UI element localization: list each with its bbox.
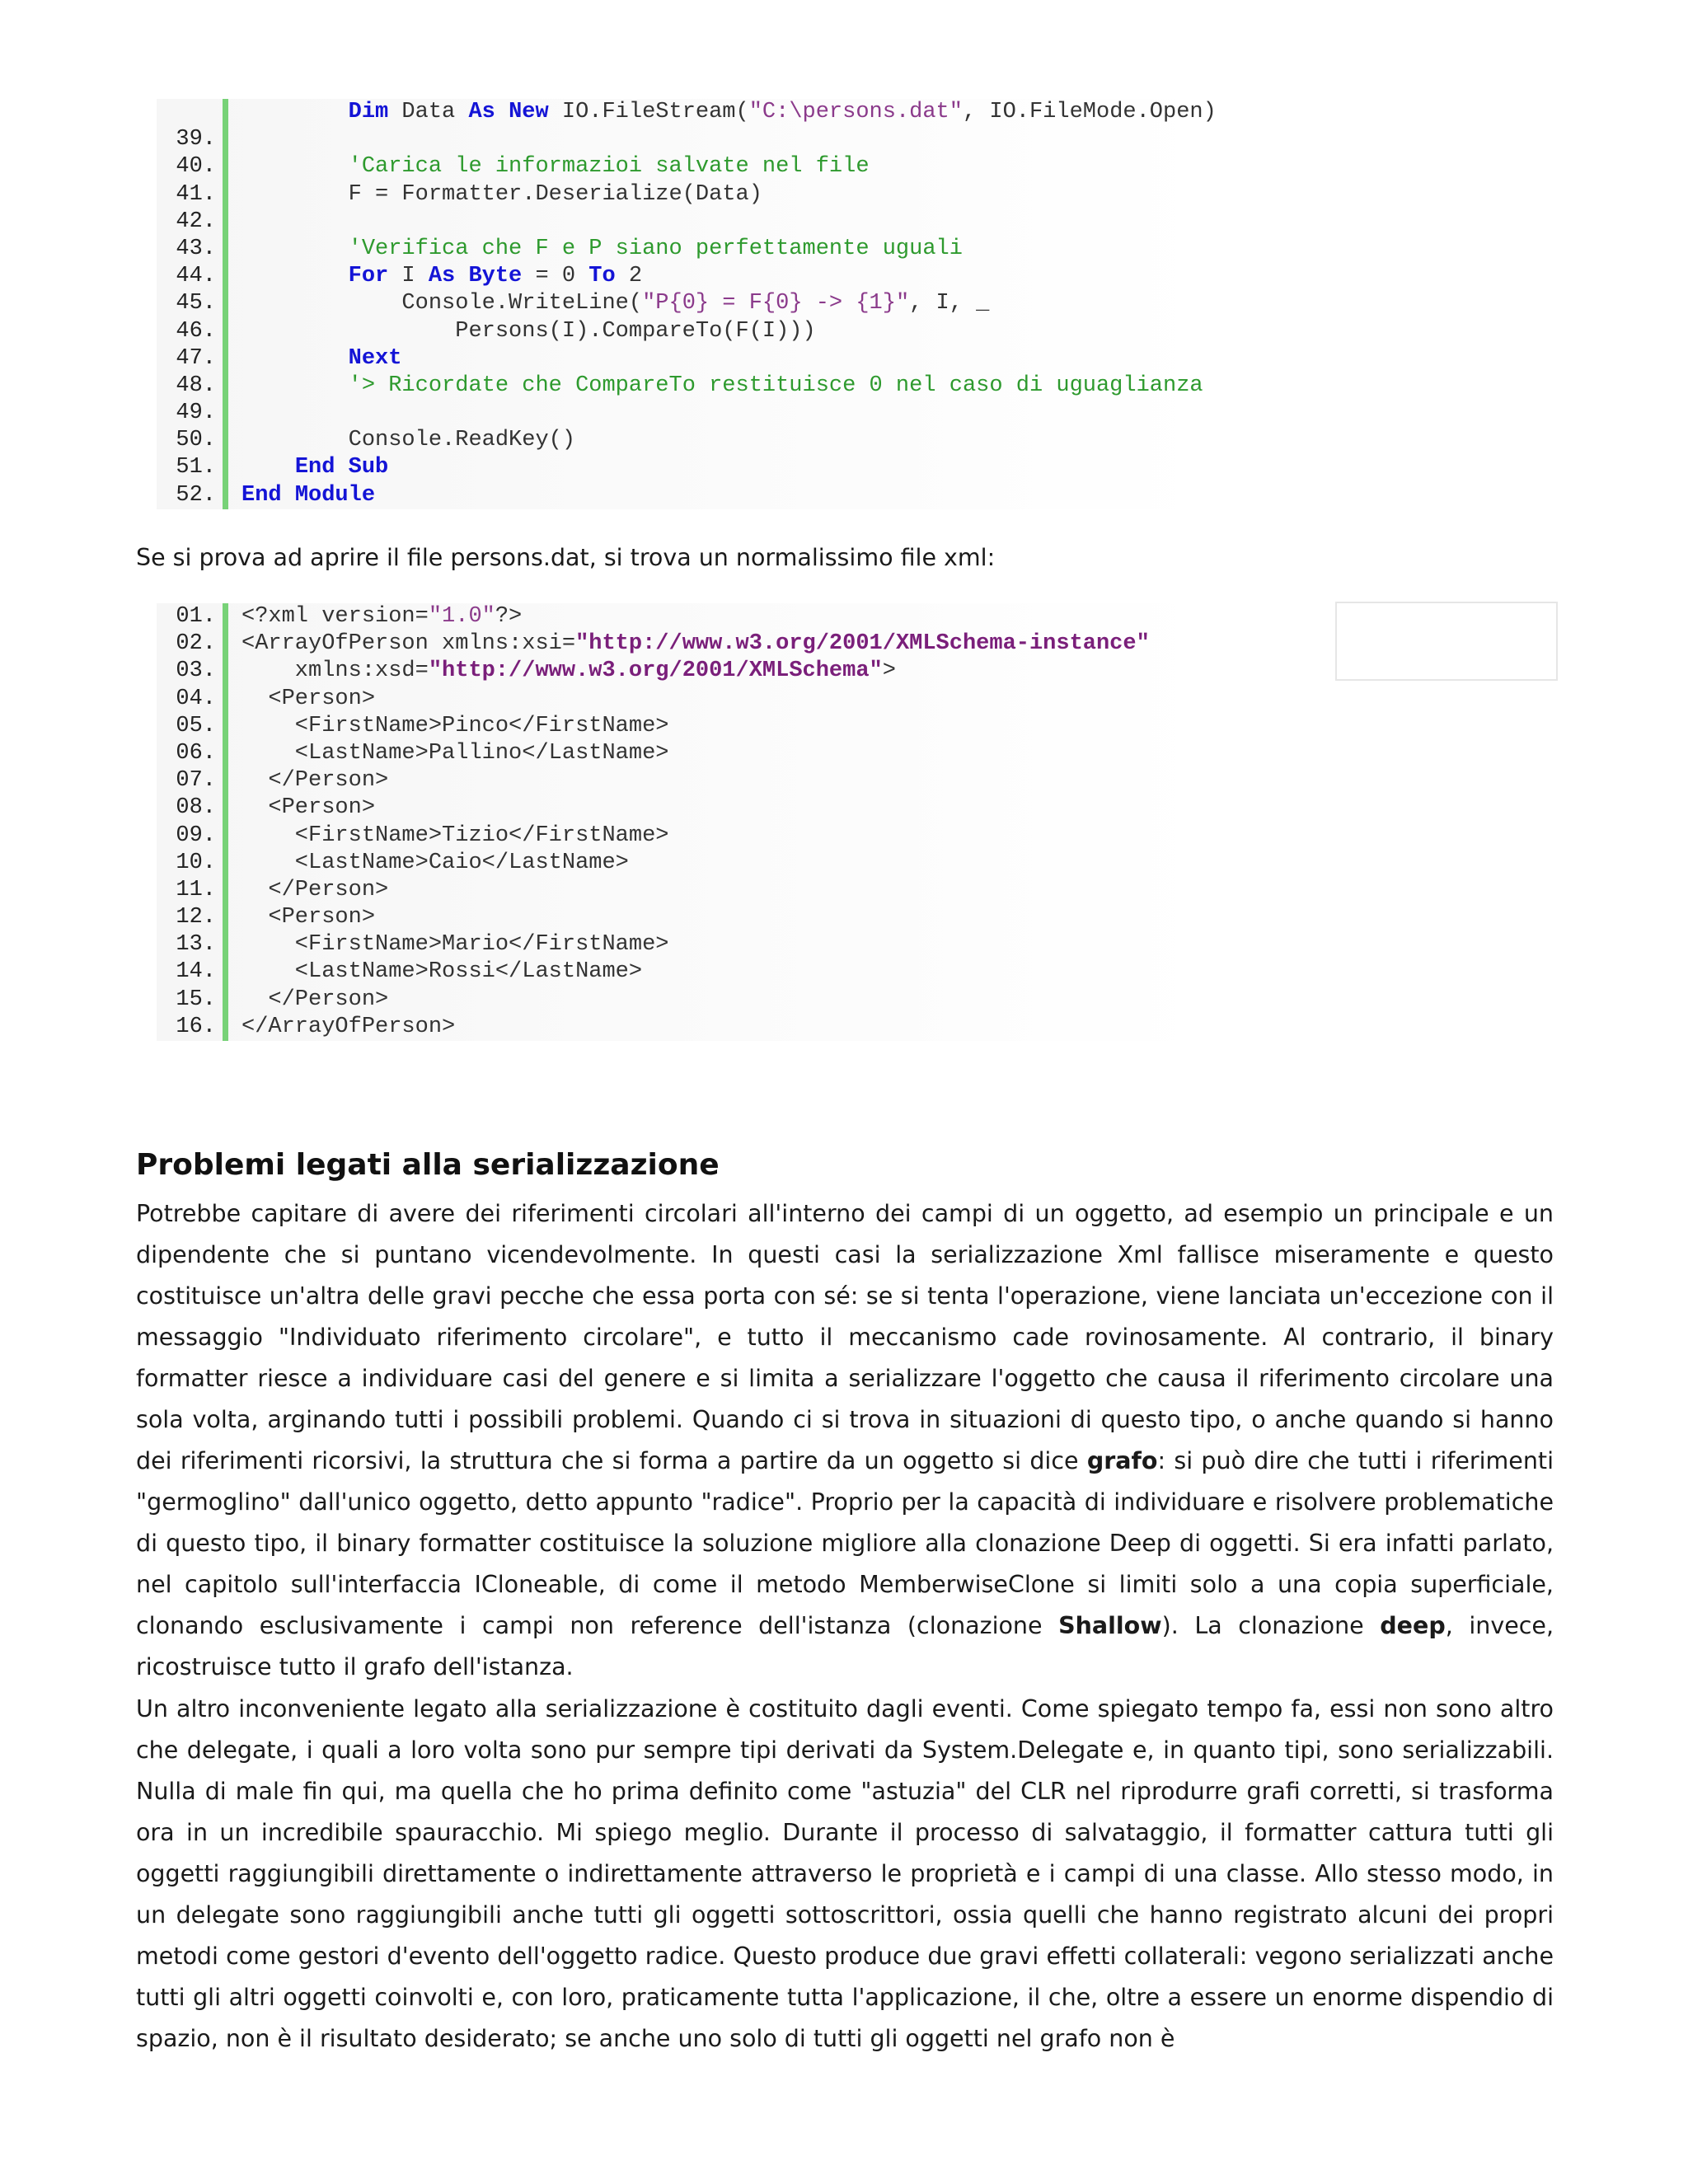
code-line (157, 740, 1393, 767)
gutter-bar (223, 181, 228, 209)
line-number: 41. (176, 181, 216, 207)
code-token-kw: As (428, 264, 456, 289)
code-line (157, 823, 1393, 850)
intro-paragraph: Se si prova ad aprire il file persons.dat, si trova un normalissimo file xml: (136, 544, 996, 571)
code-line (157, 400, 1393, 427)
line-number: 43. (176, 236, 216, 261)
code-token: </Person> (241, 987, 389, 1012)
gutter-bar (223, 686, 228, 713)
code-token: 2 (615, 264, 643, 289)
code-token (455, 264, 468, 288)
gutter-bar (223, 318, 228, 345)
gutter-bar (223, 373, 228, 400)
gutter-bar (223, 236, 228, 263)
code-token-kw: Next (348, 345, 402, 371)
code-line (157, 987, 1393, 1014)
code-block-vb (157, 99, 1393, 509)
code-text (241, 987, 388, 1014)
code-token (495, 100, 509, 124)
line-number: 11. (176, 877, 216, 902)
code-line (157, 209, 1393, 236)
code-token: <LastName>Rossi</LastName> (241, 959, 643, 985)
code-token-kw: For (348, 264, 389, 289)
code-block-xml (157, 603, 1393, 1041)
gutter-bar (223, 263, 228, 290)
code-token-xsb: "http://www.w3.org/2001/XMLSchema" (428, 658, 883, 684)
code-token-kw: New (509, 100, 549, 124)
code-line (157, 658, 1393, 685)
line-number: 08. (176, 795, 216, 821)
code-token-kw: To (588, 264, 616, 289)
code-line (157, 877, 1393, 904)
code-text (241, 236, 963, 263)
line-number: 52. (176, 482, 216, 508)
line-number: 12. (176, 905, 216, 930)
code-text (241, 263, 642, 290)
gutter-bar (223, 740, 228, 767)
code-token-cm: '> Ricordate che CompareTo restituisce 0 nel caso di uguaglianza (348, 373, 1203, 398)
code-line (157, 603, 1393, 630)
code-line (157, 630, 1393, 658)
line-number: 02. (176, 631, 216, 657)
code-token: <FirstName>Pinco</FirstName> (241, 713, 669, 738)
code-token (241, 237, 349, 261)
gutter-bar (223, 713, 228, 740)
gutter-bar (223, 345, 228, 373)
bold-term: grafo (1086, 1447, 1158, 1474)
code-text (241, 931, 668, 958)
code-token: </Person> (241, 877, 389, 902)
line-number: 05. (176, 713, 216, 738)
line-number: 07. (176, 768, 216, 794)
line-number: 13. (176, 932, 216, 958)
code-token: Console.WriteLine( (241, 291, 643, 316)
code-line (157, 263, 1393, 290)
line-number: 51. (176, 455, 216, 480)
gutter-bar (223, 658, 228, 685)
code-token: <FirstName>Tizio</FirstName> (241, 823, 669, 848)
code-line (157, 454, 1393, 481)
line-number: 40. (176, 154, 216, 180)
paragraph-circular-references (136, 1193, 1554, 1688)
code-token-xs: "1.0" (428, 604, 495, 629)
code-token: </Person> (241, 768, 389, 794)
code-text (241, 630, 1150, 658)
code-token: Console.ReadKey() (241, 428, 576, 453)
code-token: <LastName>Caio</LastName> (241, 850, 629, 875)
line-number: 49. (176, 401, 216, 426)
code-token-str: "P{0} = F{0} -> {1}" (642, 291, 910, 316)
code-token-kw: End (241, 482, 282, 508)
gutter-bar (223, 877, 228, 904)
line-number: 06. (176, 740, 216, 766)
code-token (335, 455, 348, 480)
gutter-bar (223, 603, 228, 630)
code-text (241, 318, 816, 345)
gutter-bar (223, 427, 228, 454)
line-number: 48. (176, 373, 216, 398)
gutter-bar (223, 794, 228, 822)
code-text (241, 904, 375, 931)
code-token-cm: 'Carica le informazioi salvate nel file (348, 154, 870, 180)
code-line (157, 1014, 1393, 1041)
code-text (241, 958, 642, 986)
code-token: </ArrayOfPerson> (241, 1014, 456, 1039)
gutter-bar (223, 823, 228, 850)
gutter-bar (223, 1014, 228, 1041)
line-number: 42. (176, 209, 216, 234)
code-token (282, 483, 295, 508)
code-line (157, 345, 1393, 373)
code-token: <?xml version= (241, 604, 429, 629)
code-token: <Person> (241, 905, 376, 930)
code-line (157, 931, 1393, 958)
code-token: <Person> (241, 686, 376, 711)
code-token: = 0 (522, 264, 589, 289)
code-token-kw: Byte (468, 264, 523, 289)
gutter-bar (223, 904, 228, 931)
code-token (241, 100, 349, 124)
gutter-bar (223, 400, 228, 427)
line-number: 16. (176, 1014, 216, 1039)
gutter-bar (223, 850, 228, 877)
code-token (241, 264, 349, 288)
code-line (157, 850, 1393, 877)
code-line (157, 373, 1393, 400)
code-token-xsb: "http://www.w3.org/2001/XMLSchema-instance" (575, 631, 1150, 657)
code-token: , I, _ (909, 291, 990, 316)
code-text (241, 850, 629, 877)
bold-term: deep (1380, 1612, 1446, 1639)
bold-term: Shallow (1058, 1612, 1162, 1639)
gutter-bar (223, 99, 228, 126)
code-text (241, 713, 668, 740)
line-number: 44. (176, 264, 216, 289)
code-token: <FirstName>Mario</FirstName> (241, 932, 669, 958)
gutter-bar (223, 987, 228, 1014)
gutter-bar (223, 290, 228, 317)
code-line (157, 904, 1393, 931)
code-token-str: "C:\persons.dat" (748, 100, 963, 124)
line-number: 15. (176, 987, 216, 1012)
code-line (157, 290, 1393, 317)
line-number: 10. (176, 850, 216, 875)
code-text (241, 290, 989, 317)
code-text (241, 181, 762, 209)
code-line (157, 236, 1393, 263)
code-token: I (388, 264, 429, 289)
gutter-bar (223, 767, 228, 794)
code-text (241, 603, 522, 630)
line-number: 01. (176, 604, 216, 629)
code-token: <Person> (241, 795, 376, 821)
code-token-cm: 'Verifica che F e P siano perfettamente uguali (348, 236, 963, 261)
code-token: <LastName>Pallino</LastName> (241, 740, 669, 766)
code-token: F = Formatter.Deserialize(Data) (241, 181, 762, 207)
code-text (241, 99, 1217, 126)
code-token: Data (388, 100, 469, 124)
paragraph-events: Un altro inconveniente legato alla serializzazione è costituito dagli eventi. Come spiegato tempo fa, essi non sono altro che delegate, i quali a loro volta sono pur sempre tipi derivati da System.Delegate e, in quanto tipi, sono serializzabili. Nulla di male fin qui, ma quella che ho prima definito come "astuzia" del CLR nel riprodurre grafi corretti, si trasforma ora in un incredibile spauracchio. Mi spiego meglio. Durante il processo di salvataggio, il formatter cattura tutti gli oggetti raggiungibili direttamente o indirettamente attraverso le proprietà e i campi di una classe. Allo stesso modo, in un delegate sono raggiungibili anche tutti gli oggetti sottoscrittori, ossia quelli che hanno registrato alcuni dei propri metodi come gestori d'evento dell'oggetto radice. Questo produce due gravi effetti collaterali: vegono serializzati anche tutti gli altri oggetti coinvolti e, con loro, praticamente tutta l'applicazione, il che, oltre a essere un enorme dispendio di spazio, non è il risultato desiderato; se anche uno solo di tutti gli oggetti nel grafo non è (136, 1695, 1554, 2052)
code-line (157, 126, 1393, 153)
gutter-bar (223, 630, 228, 658)
line-number (157, 99, 223, 126)
code-text (241, 427, 575, 454)
code-token: <ArrayOfPerson xmlns:xsi= (241, 631, 576, 657)
code-token: IO.FileStream( (548, 100, 749, 124)
gutter-bar (223, 153, 228, 180)
code-line (157, 427, 1393, 454)
code-token-kw: End (294, 455, 335, 480)
gutter-bar (223, 126, 228, 153)
code-text (241, 658, 896, 685)
line-number: 47. (176, 345, 216, 371)
text-run: Potrebbe capitare di avere dei riferimenti circolari all'interno dei campi di un oggetto, ad esempio un principale e un dipendente che si puntano vicendevolmente. In questi casi la serializzazione Xml fallisce miseramente e questo costituisce un'altra delle gravi pecche che essa porta con sé: se si tenta l'operazione, viene lanciata un'eccezione con il messaggio "Individuato riferimento circolare", e tutto il meccanismo cade rovinosamente. Al contrario, il binary formatter riesce a individuare casi del genere e si limita a serializzare l'oggetto che causa il riferimento circolare una sola volta, arginando tutti i possibili problemi. Quando ci si trova in situazioni di questo tipo, o anche quando si hanno dei riferimenti ricorsivi, la struttura che si forma a partire da un oggetto si dice (136, 1200, 1554, 1474)
code-token-kw: Sub (348, 455, 389, 480)
code-token-kw: As (468, 100, 495, 124)
code-line (157, 767, 1393, 794)
line-number: 39. (176, 127, 216, 152)
gutter-bar (223, 958, 228, 986)
line-number: 14. (176, 959, 216, 985)
gutter-bar (223, 482, 228, 509)
code-token: ?> (495, 604, 523, 629)
gutter-bar (223, 931, 228, 958)
code-text (241, 1014, 455, 1041)
code-text (241, 373, 1203, 400)
gutter-bar (223, 454, 228, 481)
code-text (241, 740, 668, 767)
line-number: 04. (176, 686, 216, 711)
text-run: : si può dire che tutti i riferimenti "germoglino" dall'unico oggetto, detto appunto "radice". Proprio per la capacità di individuare e risolvere problematiche di questo tipo, il binary formatter costituisce la soluzione migliore alla clonazione Deep di oggetti. Si era infatti parlato, nel capitolo sull'interfaccia ICloneable, di come il metodo MemberwiseClone si limiti solo a una copia superficiale, clonando esclusivamente i campi non reference dell'istanza (clonazione (136, 1447, 1554, 1639)
code-token-kw: Module (294, 482, 376, 508)
code-text (241, 454, 388, 481)
code-line (157, 318, 1393, 345)
code-line (157, 713, 1393, 740)
line-number: 46. (176, 318, 216, 344)
code-text (241, 794, 375, 822)
code-line (157, 794, 1393, 822)
gutter-bar (223, 209, 228, 236)
code-token (241, 455, 295, 480)
code-token (241, 346, 349, 371)
side-box (1335, 602, 1558, 681)
line-number: 03. (176, 658, 216, 684)
line-number: 50. (176, 428, 216, 453)
code-text (241, 345, 401, 373)
code-text (241, 686, 375, 713)
code-token (241, 154, 349, 179)
code-token (241, 373, 349, 398)
code-token: , IO.FileMode.Open) (962, 100, 1217, 124)
code-text (241, 153, 870, 180)
code-token: xmlns:xsd= (241, 658, 429, 684)
code-token-kw: Dim (348, 100, 389, 124)
code-text (241, 767, 388, 794)
code-line (157, 958, 1393, 986)
code-token: Persons(I).CompareTo(F(I))) (241, 318, 816, 344)
code-line (157, 153, 1393, 180)
code-text (241, 823, 668, 850)
code-token: > (882, 658, 896, 684)
section-heading: Problemi legati alla serializzazione (136, 1148, 720, 1182)
code-text (241, 877, 388, 904)
line-number: 45. (176, 291, 216, 316)
code-line (157, 181, 1393, 209)
text-run: , invece, ricostruisce tutto il grafo dell'istanza. (136, 1612, 1554, 1680)
text-run: ). La clonazione (1161, 1612, 1381, 1639)
code-line (157, 686, 1393, 713)
code-line (157, 482, 1393, 509)
code-line (157, 99, 1393, 126)
code-text (241, 482, 375, 509)
line-number: 09. (176, 823, 216, 848)
